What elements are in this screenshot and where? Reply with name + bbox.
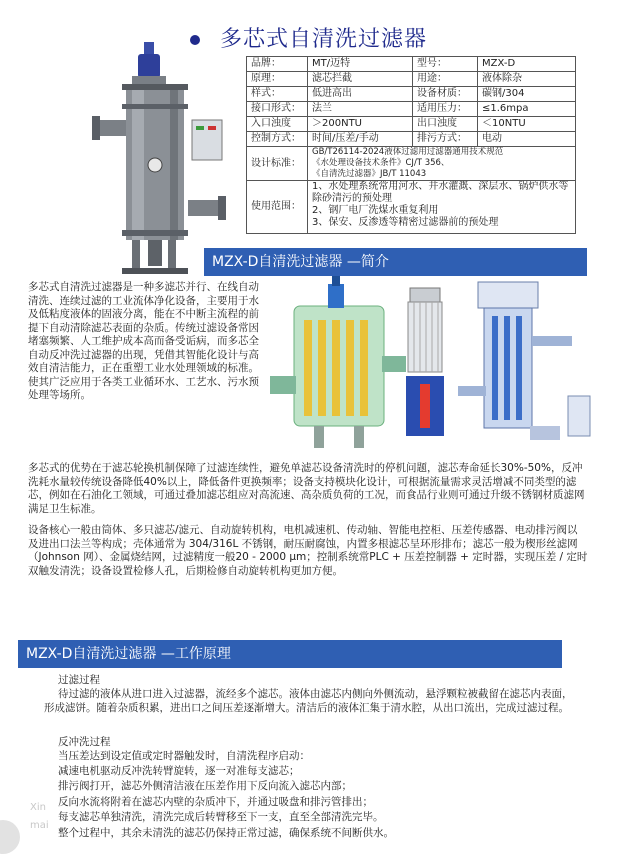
spec-key: 样式： <box>247 87 308 102</box>
principle-step: 当压差达到设定值或定时器触发时，自清洗程序启动： <box>58 750 310 762</box>
table-row <box>247 181 576 234</box>
spec-key: 入口浊度 <box>247 117 308 132</box>
principle-banner: MZX-D自清洗过滤器 —工作原理 <box>18 640 562 668</box>
usage-cell <box>308 181 576 234</box>
spec-key: 出口浊度 <box>413 117 478 132</box>
product-photo <box>92 40 242 280</box>
standard-line: GB/T26114-2024液体过滤用过滤器通用技术规范 <box>312 147 504 157</box>
table-row <box>247 147 576 181</box>
spec-table <box>246 56 576 234</box>
spec-value: 法兰 <box>308 102 413 117</box>
watermark: Xin <box>30 802 46 813</box>
spec-value: 滤芯拦截 <box>308 72 413 87</box>
title-text: 多芯式自清洗过滤器 <box>220 27 428 52</box>
principle-heading-filtration: 过滤过程 <box>58 674 100 686</box>
cutaway-render <box>270 276 406 448</box>
advantages-text: 多芯式的优势在于滤芯轮换机制保障了过滤连续性，避免单滤芯设备清洗时的停机问题，滤芯寿命延长30%-50%，反冲洗耗水量较传统设备降低40%以上，降低备件更换频率；设备支持模块化设计，可根据流量需求灵活增减不同类型的滤芯，例如在石油化工领域，可通过叠加滤芯组应对高流速、高杂质负荷的工况，而食品行业则可通过升级不锈钢材质滤网满足卫生标准。 <box>28 462 585 515</box>
intro-banner: MZX-D自清洗过滤器 —简介 <box>204 248 587 276</box>
principle-step: 每支滤芯单独清洗，清洗完成后转臂移至下一支，直至全部清洗完毕。 <box>58 811 384 823</box>
intro-text: 多芯式自清洗过滤器是一种多滤芯并行、在线自动清洗、连续过滤的工业流体净化设备，主要用于水及低粘度液体的固液分离，能在不中断主流程的前提下自动清除滤芯表面的杂质。传统过滤设备常因堵塞频繁、人工维护成本高而备受诟病，而多芯全自动反冲洗过滤器的出现，凭借其智能化设计与高效自清洁能力，正在重塑工业水处理领域的标准。使其广泛应用于各类工业循环水、工艺水、污水预处理等场所。 <box>28 281 259 401</box>
principle-heading-backwash: 反冲洗过程 <box>58 736 111 748</box>
table-row <box>247 117 576 132</box>
spec-value: 碳钢/304 <box>478 87 576 102</box>
spec-value: ＞200NTU <box>308 117 413 132</box>
corner-scroll-button[interactable] <box>0 820 20 854</box>
principle-step: 排污阀打开，滤芯外侧清洁液在压差作用下反向流入滤芯内部； <box>58 780 352 792</box>
table-row <box>247 72 576 87</box>
spec-key: 品牌： <box>247 57 308 72</box>
usage-line: 3、保安、反渗透等精密过滤器前的预处理 <box>312 217 499 228</box>
table-row <box>247 102 576 117</box>
spec-value: ＜10NTU <box>478 117 576 132</box>
principle-filtration-text: 待过滤的液体从进口进入过滤器，流经多个滤芯。液体由滤芯内侧向外侧流动，悬浮颗粒被截留在滤芯内表面，形成滤饼。随着杂质积累，进出口之间压差逐渐增大。清洁后的液体汇集于清水腔，从出口流出，完成过滤过程。 <box>44 688 573 714</box>
spec-value: MT/迈特 <box>308 57 413 72</box>
spec-value: 时间/压差/手动 <box>308 132 413 147</box>
spec-value: ≤1.6mpa <box>478 102 576 117</box>
filter-cartridge <box>406 288 444 436</box>
usage-line: 1、水处理系统常用河水、井水灌溉、深层水、锅炉供水等除砂清污的预处理 <box>312 181 569 204</box>
table-row <box>247 132 576 147</box>
spec-key: 用途： <box>413 72 478 87</box>
table-row <box>247 57 576 72</box>
spec-value: MZX-D <box>478 57 576 72</box>
usage-line: 2、钢厂电厂洗煤水重复利用 <box>312 205 439 216</box>
cross-section-drawing <box>458 282 590 440</box>
composition-text: 设备核心一般由筒体、多只滤芯/滤元、自动旋转机构，电机减速机、传动轴、智能电控柜、压差传感器、电动排污阀以及进出口法兰等构成；壳体通常为 304/316L 不锈钢，耐压耐腐蚀，内置多根滤芯呈环形排布；滤芯一般为楔形丝滤网（Johnson 网）、金属烧结网，过滤精度一般20 - 2000 μm；控制系统常PLC + 压差控制器 + 定时器，实现压差 / 定时双触发清洗；设备设置检修人孔，后期检修自动旋转机构更加方便。 <box>28 524 588 577</box>
standard-cell <box>308 147 576 181</box>
spec-value: 低进高出 <box>308 87 413 102</box>
standard-line: 《自清洗过滤器》JB/T 11043 <box>312 169 427 179</box>
watermark: mai <box>30 820 49 831</box>
principle-step: 减速电机驱动反冲洗转臂旋转，逐一对准每支滤芯； <box>58 765 300 777</box>
spec-key: 型号： <box>413 57 478 72</box>
spec-key: 设备材质： <box>413 87 478 102</box>
spec-key: 适用压力： <box>413 102 478 117</box>
spec-value: 液体除杂 <box>478 72 576 87</box>
spec-value: 电动 <box>478 132 576 147</box>
standard-label: 设计标准： <box>247 147 308 181</box>
usage-label: 使用范围： <box>247 181 308 234</box>
table-row <box>247 87 576 102</box>
spec-key: 接口形式： <box>247 102 308 117</box>
principle-step: 反向水流将附着在滤芯内壁的杂质冲下，并通过吸盘和排污管排出； <box>58 796 373 808</box>
standard-line: 《水处理设备技术条件》CJ/T 356、 <box>312 158 450 168</box>
spec-key: 原理： <box>247 72 308 87</box>
spec-key: 排污方式： <box>413 132 478 147</box>
spec-key: 控制方式： <box>247 132 308 147</box>
structure-diagrams <box>270 276 598 452</box>
principle-step: 整个过程中，其余未清洗的滤芯仍保持正常过滤，确保系统不间断供水。 <box>58 827 394 839</box>
